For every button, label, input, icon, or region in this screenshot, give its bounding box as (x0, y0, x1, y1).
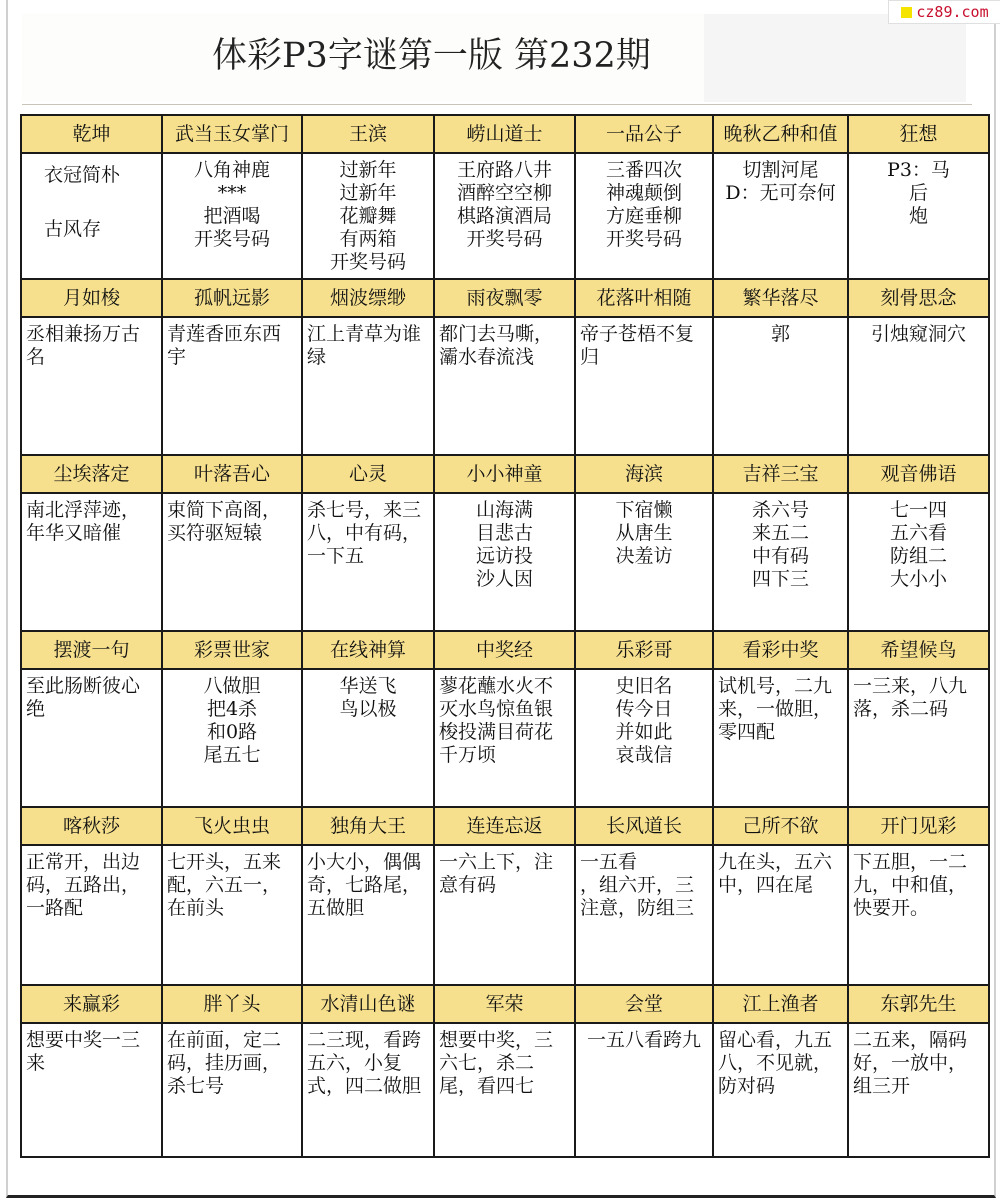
clue-line: 留心看，九五八，不见就，防对码 (718, 1029, 833, 1097)
site-badge-link[interactable] (888, 0, 1000, 24)
author-name-cell: 花落叶相随 (575, 279, 713, 317)
author-name-cell: 狂想 (848, 115, 989, 153)
clue-cell (21, 317, 162, 455)
clue-line: 一六上下，注意有码 (439, 851, 554, 896)
clue-row (21, 669, 989, 807)
clue-cell (21, 669, 162, 807)
clue-line: 五六看 (889, 522, 947, 544)
title-band-right (704, 14, 966, 102)
clue-line: 史旧名 (615, 675, 673, 697)
clue-line: 束简下高阁，买符驱短辕 (167, 499, 282, 544)
clue-line: 来五二 (751, 522, 809, 544)
clue-cell (434, 493, 575, 631)
clue-line: 一三来，八九落，杀二码 (853, 675, 968, 720)
clue-cell (162, 1023, 302, 1157)
author-name-cell: 雨夜飘零 (434, 279, 575, 317)
author-name-cell: 会堂 (575, 985, 713, 1023)
clue-line: 引烛窥洞穴 (870, 323, 966, 345)
clue-line: 杀六号 (751, 499, 809, 521)
clue-cell (575, 493, 713, 631)
clue-line: D：无可奈何 (725, 182, 836, 204)
header-row (21, 455, 989, 493)
clue-cell (434, 845, 575, 985)
author-name-cell: 独角大王 (302, 807, 434, 845)
author-name-cell: 军荣 (434, 985, 575, 1023)
clue-line: 开奖号码 (193, 228, 270, 250)
page-title: 体彩P3字谜第一版 第232期 (212, 36, 651, 76)
author-name-cell: 在线神算 (302, 631, 434, 669)
author-name-cell: 看彩中奖 (713, 631, 848, 669)
clue-cell (434, 669, 575, 807)
author-name-cell: 摆渡一句 (21, 631, 162, 669)
spacer (44, 191, 161, 218)
clue-cell (713, 845, 848, 985)
author-name-cell: 观音佛语 (848, 455, 989, 493)
author-name-cell: 己所不欲 (713, 807, 848, 845)
clue-line: *** (217, 182, 247, 204)
clue-line: 八角神鹿 (193, 159, 270, 181)
clue-line: 方庭垂柳 (605, 205, 682, 227)
clue-line: 尾五七 (203, 744, 261, 766)
clue-cell (575, 153, 713, 279)
author-name-cell: 孤帆远影 (162, 279, 302, 317)
clue-cell (302, 845, 434, 985)
clue-line: 把酒喝 (203, 205, 261, 227)
clue-cell (848, 317, 989, 455)
clue-line: P3：马 (887, 159, 950, 181)
clue-line: 江上青草为谁绿 (307, 323, 422, 368)
author-name-cell: 乐彩哥 (575, 631, 713, 669)
clue-line: 从唐生 (615, 522, 673, 544)
riddle-grid (20, 114, 990, 1158)
clue-cell (713, 153, 848, 279)
clue-line: 下五胆，一二九，中和值，快要开。 (853, 851, 968, 919)
clue-line: 九在头，五六中，四在尾 (718, 851, 833, 896)
author-name-cell: 江上渔者 (713, 985, 848, 1023)
clue-row (21, 317, 989, 455)
clue-cell (848, 493, 989, 631)
clue-cell (162, 845, 302, 985)
clue-row (21, 153, 989, 279)
author-name-cell: 乾坤 (21, 115, 162, 153)
clue-row (21, 845, 989, 985)
clue-line: 大小小 (889, 568, 947, 590)
clue-cell (848, 1023, 989, 1157)
author-name-cell: 中奖经 (434, 631, 575, 669)
clue-cell (302, 493, 434, 631)
author-name-cell: 长风道长 (575, 807, 713, 845)
clue-line: 一五看 (580, 851, 638, 873)
clue-line: 酒醉空空柳 (456, 182, 552, 204)
clue-line: 中有码 (751, 545, 809, 567)
author-name-cell: 海滨 (575, 455, 713, 493)
clue-line: 帝子苍梧不复归 (580, 323, 695, 368)
clue-cell (575, 845, 713, 985)
clue-line: 古风存 (44, 218, 102, 240)
clue-line: 开奖号码 (605, 228, 682, 250)
clue-line: 有两箱 (339, 228, 397, 250)
clue-cell (434, 1023, 575, 1157)
author-name-cell: 吉祥三宝 (713, 455, 848, 493)
header-row (21, 807, 989, 845)
clue-line: 郭 (770, 323, 790, 345)
author-name-cell: 武当玉女掌门 (162, 115, 302, 153)
clue-cell (434, 153, 575, 279)
author-name-cell: 晚秋乙种和值 (713, 115, 848, 153)
clue-line: 山海满 (475, 499, 533, 521)
clue-line: 沙人因 (475, 568, 533, 590)
clue-cell (575, 317, 713, 455)
author-name-cell: 刻骨思念 (848, 279, 989, 317)
clue-line: 四下三 (751, 568, 809, 590)
site-badge-square-icon (901, 7, 912, 18)
author-name-cell: 希望候鸟 (848, 631, 989, 669)
clue-line: 七一四 (889, 499, 947, 521)
clue-line: 衣冠简朴 (44, 164, 121, 186)
author-name-cell: 彩票世家 (162, 631, 302, 669)
author-name-cell: 叶落吾心 (162, 455, 302, 493)
clue-cell (713, 317, 848, 455)
clue-cell (848, 845, 989, 985)
clue-line: 传今日 (615, 698, 673, 720)
clue-line: 三番四次 (605, 159, 682, 181)
author-name-cell: 小小神童 (434, 455, 575, 493)
clue-line: 并如此 (615, 721, 673, 743)
site-badge-text: cz89.com (916, 3, 989, 21)
clue-line: 二五来，隔码好，一放中，组三开 (853, 1029, 968, 1097)
author-name-cell: 东郭先生 (848, 985, 989, 1023)
clue-row (21, 493, 989, 631)
clue-line: 棋路演酒局 (456, 205, 552, 227)
clue-line: 花瓣舞 (339, 205, 397, 227)
clue-cell (575, 669, 713, 807)
author-name-cell: 心灵 (302, 455, 434, 493)
clue-line: 小大小，偶偶奇，七路尾，五做胆 (307, 851, 422, 919)
clue-line: ，组六开，三注意，防组三 (580, 874, 695, 919)
clue-cell (302, 153, 434, 279)
clue-line: 决羞访 (615, 545, 673, 567)
header-row (21, 985, 989, 1023)
author-name-cell: 王滨 (302, 115, 434, 153)
clue-line: 远访投 (475, 545, 533, 567)
clue-cell (434, 317, 575, 455)
clue-line: 在前面，定二码，挂历画，杀七号 (167, 1029, 282, 1097)
clue-line: 青莲香匝东西宇 (167, 323, 282, 368)
clue-line: 至此肠断彼心绝 (26, 675, 141, 720)
clue-line: 把4杀 (206, 698, 258, 720)
clue-cell (21, 493, 162, 631)
clue-cell (713, 1023, 848, 1157)
author-name-cell: 胖丫头 (162, 985, 302, 1023)
author-name-cell: 喀秋莎 (21, 807, 162, 845)
author-name-cell: 繁华落尽 (713, 279, 848, 317)
clue-cell (21, 1023, 162, 1157)
header-row (21, 115, 989, 153)
clue-cell (302, 1023, 434, 1157)
title-rule (22, 104, 972, 105)
author-name-cell: 水清山色谜 (302, 985, 434, 1023)
clue-line: 试机号，二九来，一做胆，零四配 (718, 675, 833, 743)
clue-line: 神魂颠倒 (605, 182, 682, 204)
author-name-cell: 一品公子 (575, 115, 713, 153)
clue-line: 二三现，看跨五六，小复式，四二做胆 (307, 1029, 422, 1097)
author-name-cell: 连连忘返 (434, 807, 575, 845)
clue-line: 都门去马嘶，灞水春流浅 (439, 323, 554, 368)
author-name-cell: 来赢彩 (21, 985, 162, 1023)
header-row (21, 279, 989, 317)
clue-cell (302, 317, 434, 455)
clue-line: 目悲古 (475, 522, 533, 544)
clue-line: 哀哉信 (615, 744, 673, 766)
clue-cell (21, 845, 162, 985)
author-name-cell: 烟波缥缈 (302, 279, 434, 317)
clue-line: 开奖号码 (466, 228, 543, 250)
clue-line: 过新年 (339, 182, 397, 204)
author-name-cell: 崂山道士 (434, 115, 575, 153)
clue-cell (162, 669, 302, 807)
author-name-cell: 飞火虫虫 (162, 807, 302, 845)
clue-line: 丞相兼扬万古名 (26, 323, 141, 368)
clue-line: 杀七号，来三八，中有码，一下五 (307, 499, 422, 567)
clue-line: 想要中奖一三来 (26, 1029, 141, 1074)
clue-cell (21, 153, 162, 279)
clue-cell (713, 669, 848, 807)
clue-cell (848, 153, 989, 279)
clue-cell (162, 317, 302, 455)
clue-cell (162, 493, 302, 631)
clue-line: 炮 (908, 205, 928, 227)
clue-line: 想要中奖，三六七，杀二尾，看四七 (439, 1029, 554, 1097)
clue-row (21, 1023, 989, 1157)
clue-cell (162, 153, 302, 279)
clue-cell (575, 1023, 713, 1157)
clue-line: 王府路八井 (456, 159, 552, 181)
clue-line: 和0路 (206, 721, 258, 743)
clue-line: 一五八看跨九 (586, 1029, 701, 1051)
clue-line: 下宿懒 (615, 499, 673, 521)
author-name-cell: 尘埃落定 (21, 455, 162, 493)
clue-line: 八做胆 (203, 675, 261, 697)
clue-line: 华送飞 (339, 675, 397, 697)
author-name-cell: 月如梭 (21, 279, 162, 317)
clue-line: 正常开，出边码，五路出，一路配 (26, 851, 141, 919)
clue-line: 开奖号码 (329, 251, 406, 273)
clue-cell (302, 669, 434, 807)
clue-cell (713, 493, 848, 631)
clue-line: 南北浮萍迹，年华又暗催 (26, 499, 141, 544)
clue-line: 七开头，五来配，六五一，在前头 (167, 851, 282, 919)
clue-line: 后 (908, 182, 928, 204)
clue-cell (848, 669, 989, 807)
clue-line: 过新年 (339, 159, 397, 181)
clue-line: 蓼花蘸水火不灭水鸟惊鱼银梭投满目荷花千万顷 (439, 675, 554, 766)
clue-line: 防组二 (889, 545, 947, 567)
author-name-cell: 开门见彩 (848, 807, 989, 845)
header-row (21, 631, 989, 669)
clue-line: 鸟以极 (339, 698, 397, 720)
clue-line: 切割河尾 (742, 159, 819, 181)
